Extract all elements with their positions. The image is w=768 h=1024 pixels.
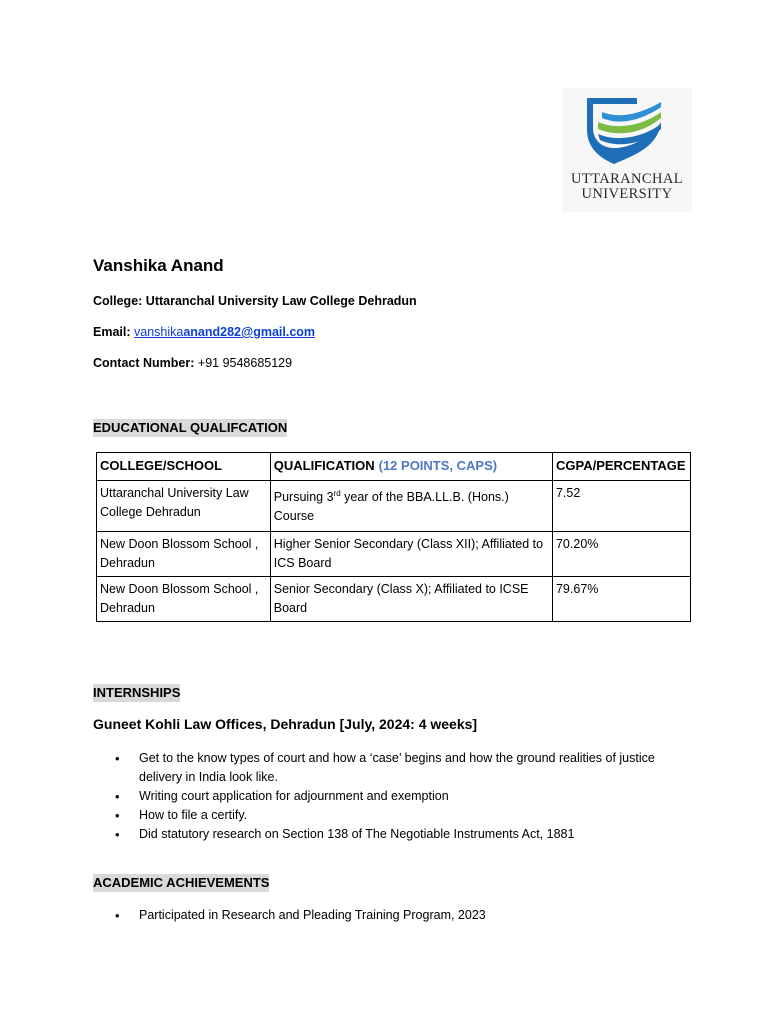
school-cell: New Doon Blossom School , Dehradun: [97, 577, 271, 622]
college-label: College:: [93, 294, 143, 308]
table-row: [97, 577, 691, 622]
university-shield-icon: [562, 88, 692, 172]
qualification-cell: Senior Secondary (Class X); Affiliated to ICSE Board: [270, 577, 552, 622]
list-item: • How to file a certify.: [115, 806, 655, 825]
list-item: • Did statutory research on Section 138 of The Negotiable Instruments Act, 1881: [115, 825, 655, 844]
college-line: [93, 294, 417, 308]
internship-title: Guneet Kohli Law Offices, Dehradun [July, 2024: 4 weeks]: [93, 716, 478, 732]
column-header: COLLEGE/SCHOOL: [97, 453, 271, 481]
email-line: [93, 325, 315, 339]
column-header: [270, 453, 552, 481]
logo-text-line1: UTTARANCHAL: [571, 171, 683, 187]
table-row: [97, 532, 691, 577]
contact-label: Contact Number:: [93, 356, 195, 370]
list-item: • Participated in Research and Pleading Training Program, 2023: [115, 906, 655, 925]
list-item: • Get to the know types of court and how a ‘case’ begins and how the ground realities of justice delivery in India look like.: [115, 749, 655, 787]
achievements-heading: ACADEMIC ACHIEVEMENTS: [93, 875, 270, 890]
column-header-label: QUALIFICATION: [273, 458, 375, 473]
school-cell: Uttaranchal University Law College Dehradun: [97, 481, 271, 532]
internships-heading: INTERNSHIPS: [93, 685, 181, 700]
email-label: Email:: [93, 325, 131, 339]
list-item: • Writing court application for adjournment and exemption: [115, 787, 655, 806]
internship-bullet-list: [115, 749, 655, 844]
college-value: Uttaranchal University Law College Dehradun: [145, 294, 417, 308]
table-row: [97, 481, 691, 532]
ordinal-suffix: rd: [333, 489, 341, 498]
qualification-text: Pursuing 3: [273, 490, 334, 505]
qualification-cell: Higher Senior Secondary (Class XII); Affiliated to ICS Board: [270, 532, 552, 577]
achievements-bullet-list: [115, 906, 655, 925]
logo-text-line2: UNIVERSITY: [581, 186, 673, 202]
contact-value: +91 9548685129: [197, 356, 293, 370]
contact-line: [93, 356, 292, 370]
score-cell: 70.20%: [552, 532, 690, 577]
email-link[interactable]: [134, 325, 315, 339]
university-logo: [562, 88, 692, 212]
candidate-name: Vanshika Anand: [93, 256, 224, 275]
score-cell: 7.52: [552, 481, 690, 532]
email-link-part1: vanshika: [134, 325, 184, 339]
qualification-cell: [270, 481, 552, 532]
school-cell: New Doon Blossom School , Dehradun: [97, 532, 271, 577]
column-header-note: (12 POINTS, CAPS): [378, 458, 498, 473]
column-header: CGPA/PERCENTAGE: [552, 453, 690, 481]
education-table: [96, 452, 691, 622]
email-link-part2: anand282@gmail.com: [183, 325, 316, 339]
score-cell: 79.67%: [552, 577, 690, 622]
qualification-text: year of the BBA.LL.B. (Hons.) Course: [273, 490, 509, 524]
education-heading: EDUCATIONAL QUALIFCATION: [93, 420, 288, 435]
table-header-row: [97, 453, 691, 481]
